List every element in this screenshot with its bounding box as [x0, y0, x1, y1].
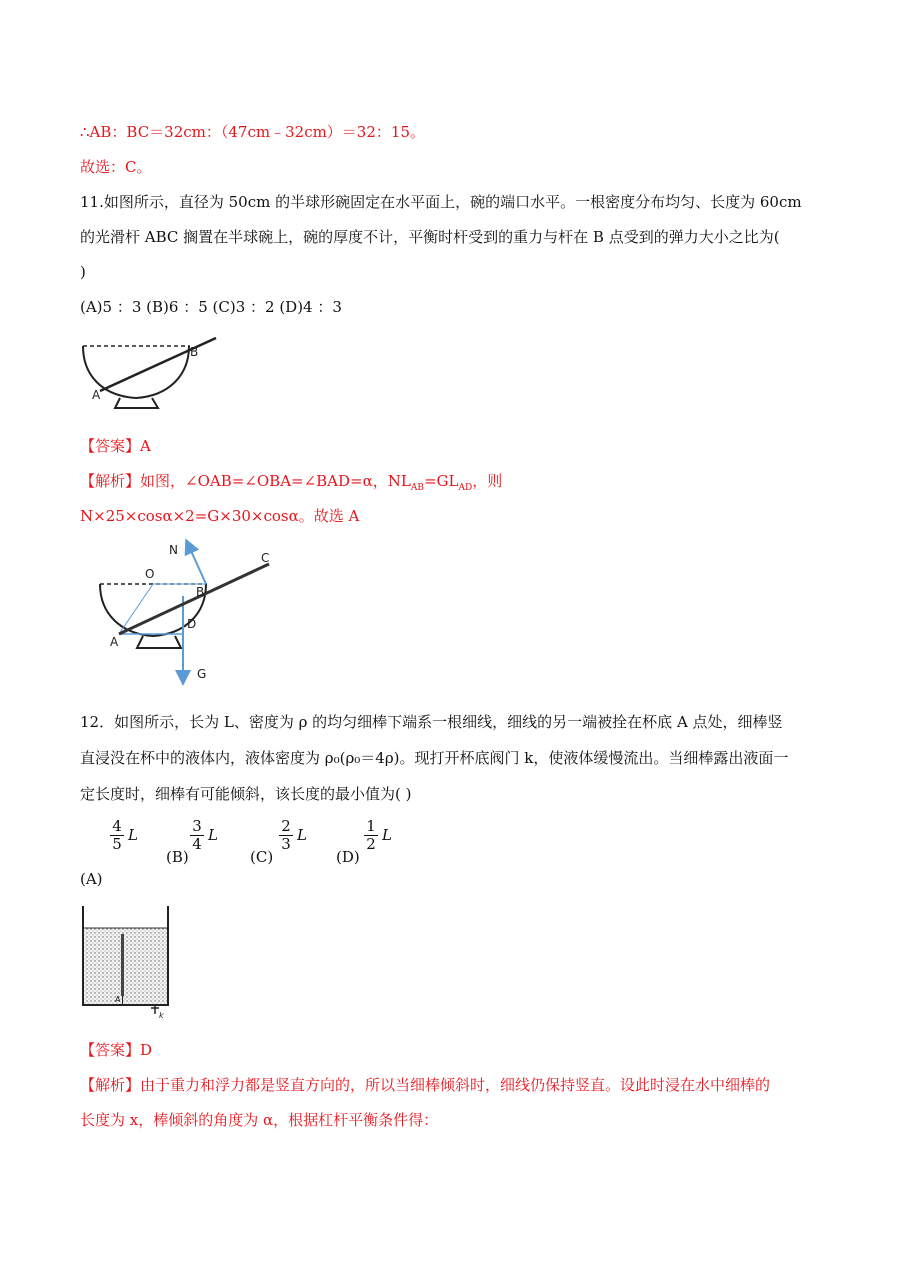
- option-d-num: 1: [366, 817, 376, 835]
- label-b: B: [196, 585, 205, 599]
- option-c-label: (C): [250, 848, 274, 866]
- q12-analysis-line-2: 长度为 x，棒倾斜的角度为 α，根据杠杆平衡条件得：: [80, 1111, 439, 1129]
- q12-stem-line-3: 定长度时，细棒有可能倾斜，该长度的最小值为( ): [80, 785, 412, 803]
- q12-cup-figure: [78, 904, 178, 1024]
- q11-options: (A)5 ：3 (B)6 ：5 (C)3 ：2 (D)4 ：3: [80, 298, 342, 316]
- option-c-den: 3: [281, 835, 291, 853]
- answer-tag: 【答案】: [80, 1041, 141, 1059]
- option-a-label: (A): [80, 870, 103, 888]
- answer-value: D: [140, 1041, 153, 1059]
- bowl-stand: [137, 636, 181, 648]
- option-d-var: L: [382, 826, 392, 844]
- rod-abc: [100, 338, 216, 391]
- label-g: G: [197, 667, 207, 681]
- label-c: C: [261, 551, 270, 565]
- option-b-fraction: [190, 817, 218, 853]
- option-b-var: L: [208, 826, 218, 844]
- solution-choice-line: 故选：C。: [80, 158, 152, 176]
- answer-tag: 【答案】: [80, 437, 141, 455]
- q11-analysis-line-1: [80, 471, 502, 498]
- option-b-label: (B): [166, 848, 189, 866]
- q12-answer-line: [80, 1040, 152, 1060]
- q12-fig-label-a: A: [115, 995, 121, 1004]
- q11-force-diagram: [95, 532, 295, 692]
- analysis-sub-ab: AB: [410, 483, 424, 493]
- option-c-var: L: [297, 826, 307, 844]
- q11-answer-line: [80, 436, 151, 456]
- analysis-text: 由于重力和浮力都是竖直方向的，所以当细棒倾斜时，细线仍保持竖直。设此时浸在水中细棒的: [140, 1076, 771, 1094]
- normal-force-arrow: [187, 542, 206, 584]
- option-d-fraction: [364, 817, 392, 853]
- label-d: D: [187, 617, 197, 631]
- option-a-var: L: [128, 826, 138, 844]
- solution-ratio-line: ∴AB：BC＝32cm：（47cm﹣32cm）＝32：15。: [80, 123, 425, 141]
- label-n: N: [169, 543, 178, 557]
- label-a: A: [110, 635, 119, 649]
- q11-bowl-figure: [78, 336, 228, 414]
- option-a-den: 5: [112, 835, 122, 853]
- analysis-end: ，则: [472, 472, 503, 490]
- option-c-fraction: [279, 817, 307, 853]
- q11-analysis-line-2: N×25×cosα×2=G×30×cosα。故选 A: [80, 507, 360, 525]
- q12-fig-label-k: k: [159, 1011, 164, 1020]
- analysis-sub-ad: AD: [458, 483, 473, 493]
- option-b-den: 4: [192, 835, 202, 853]
- analysis-tag: 【解析】: [80, 472, 141, 490]
- q12-stem-line-1: 12．如图所示，长为 L、密度为 ρ 的均匀细棒下端系一根细线，细线的另一端被拴在杯底 A 点处，细棒竖: [80, 713, 783, 731]
- option-a-num: 4: [112, 817, 122, 835]
- q11-stem-line-3: ): [80, 263, 86, 281]
- option-a-fraction: [110, 817, 138, 853]
- answer-value: A: [140, 437, 151, 455]
- bowl-stand: [115, 398, 158, 408]
- analysis-tag: 【解析】: [80, 1076, 141, 1094]
- option-d-label: (D): [336, 848, 360, 866]
- q12-analysis-line-1: [80, 1075, 770, 1095]
- label-o: O: [145, 567, 155, 581]
- option-c-num: 2: [281, 817, 291, 835]
- liquid: [84, 928, 167, 1004]
- q12-stem-line-2: 直浸没在杯中的液体内，液体密度为 ρ₀(ρ₀＝4ρ)。现打开杯底阀门 k，使液体缓慢流出。当细棒露出液面一: [80, 749, 789, 767]
- q11-stem-line-1: 11.如图所示，直径为 50cm 的半球形碗固定在水平面上，碗的端口水平。一根密度分布均匀、长度为 60cm: [80, 193, 802, 211]
- thin-rod: [121, 934, 124, 996]
- analysis-text: 如图，∠OAB=∠OBA=∠BAD=α，NL: [140, 472, 411, 490]
- q11-stem-line-2: 的光滑杆 ABC 搁置在半球碗上，碗的厚度不计，平衡时杆受到的重力与杆在 B 点受到的弹力大小之比为(: [80, 228, 780, 246]
- analysis-mid: =GL: [423, 472, 459, 490]
- option-b-num: 3: [192, 817, 202, 835]
- option-d-den: 2: [366, 835, 376, 853]
- q11-fig-label-b: B: [190, 345, 199, 359]
- q11-fig-label-a: A: [92, 388, 101, 402]
